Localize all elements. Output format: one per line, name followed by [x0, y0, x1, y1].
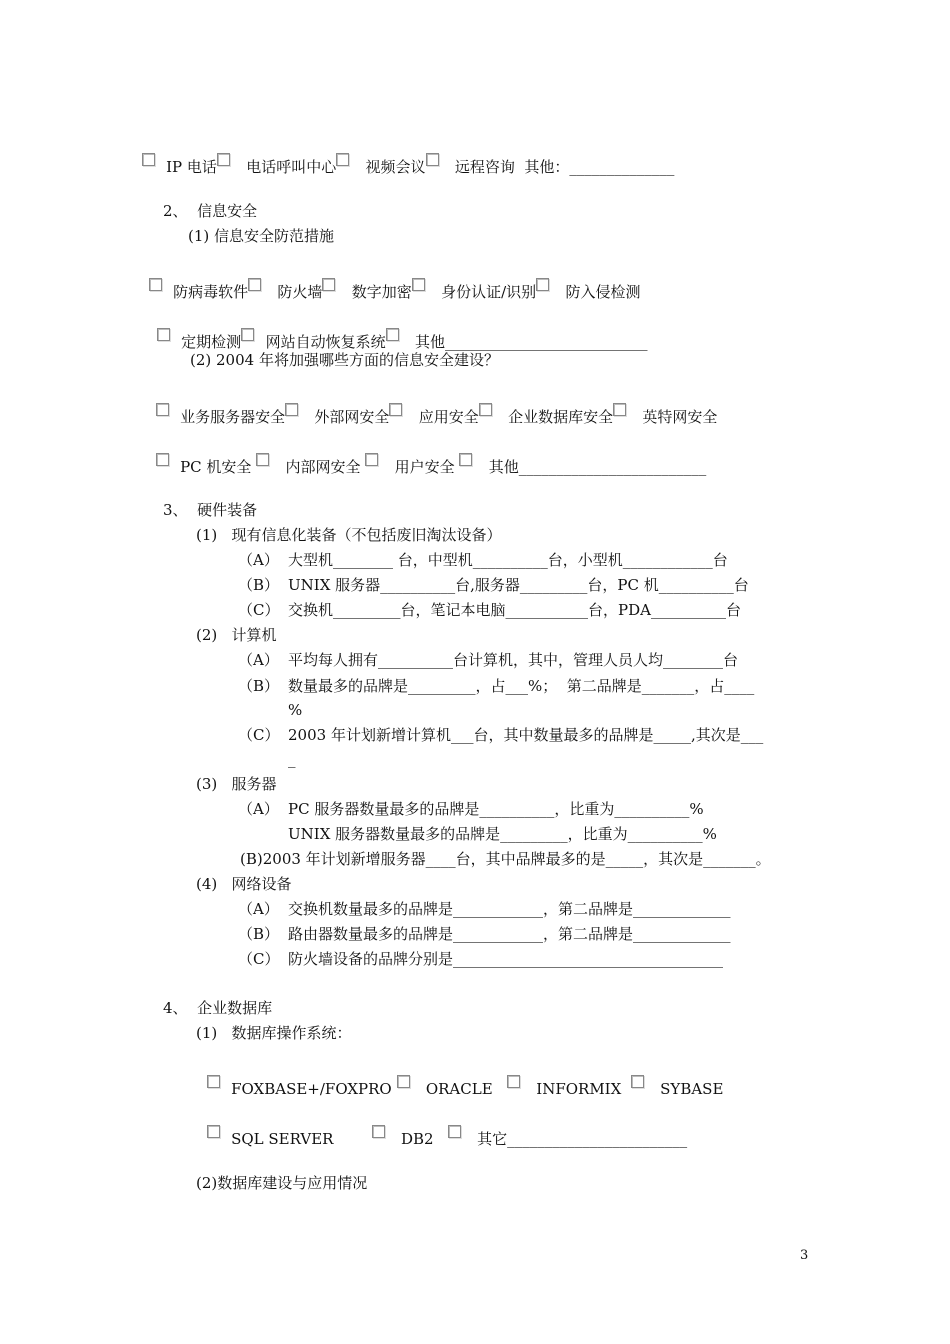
label-a: （A）: [238, 551, 279, 569]
q3-1-line-a: [238, 550, 279, 570]
checkbox-antivirus[interactable]: [149, 278, 162, 291]
q3-3-line-a2-text[interactable]: UNIX 服务器数量最多的品牌是_________，比重为__________%: [288, 825, 717, 843]
checkbox-db2[interactable]: [372, 1125, 385, 1138]
checkbox-video-conference[interactable]: [336, 153, 349, 166]
q3-2-line-c-text[interactable]: 2003 年计划新增计算机___台，其中数量最多的品牌是_____,其次是___: [288, 726, 764, 744]
checkbox-app-security[interactable]: [389, 403, 402, 416]
option-db2[interactable]: DB2: [400, 1130, 434, 1148]
option-oracle[interactable]: ORACLE: [425, 1080, 493, 1098]
q3-3-line-b-text[interactable]: (B)2003 年计划新增服务器____台，其中品牌最多的是_____，其次是_______。: [240, 850, 771, 868]
q3-3-line-a: （A）: [238, 800, 279, 818]
checkbox-authentication[interactable]: [412, 278, 425, 291]
checkbox-site-recovery[interactable]: [241, 328, 254, 341]
q3-2-line-a-text[interactable]: 平均每人拥有__________台计算机，其中，管理人员人均________台: [288, 651, 739, 669]
page-number: 3: [800, 1248, 809, 1263]
option-external-net[interactable]: 外部网安全: [314, 408, 390, 426]
checkbox-informix[interactable]: [507, 1075, 520, 1088]
option-intrusion-detection[interactable]: 防入侵检测: [565, 283, 641, 301]
checkbox-other-db[interactable]: [448, 1125, 461, 1138]
option-authentication[interactable]: 身份认证/识别: [441, 283, 537, 301]
label-c: （C）: [238, 601, 280, 619]
q3-2-line-c: （C）: [238, 726, 280, 744]
checkbox-call-center[interactable]: [217, 153, 230, 166]
option-encryption[interactable]: 数字加密: [351, 283, 412, 301]
option-periodic-check[interactable]: 定期检测: [181, 333, 242, 351]
security-plan-row-2: [146, 433, 706, 477]
db-os-row-2: [197, 1105, 687, 1149]
checkbox-pc-security[interactable]: [156, 453, 169, 466]
question-3-1: (1) 现有信息化装备（不包括废旧淘汰设备）: [196, 526, 502, 544]
question-2-2: (2) 2004 年将加强哪些方面的信息安全建设？: [190, 351, 499, 369]
q3-4-line-b: （B）: [238, 925, 280, 943]
option-ip-phone[interactable]: IP 电话: [166, 158, 217, 176]
question-4-1: (1) 数据库操作系统：: [196, 1024, 352, 1042]
option-sql-server[interactable]: SQL SERVER: [231, 1130, 334, 1148]
q3-4-line-b-text[interactable]: 路由器数量最多的品牌是____________，第二品牌是_____________: [288, 925, 731, 943]
question-3-4: (4) 网络设备: [196, 875, 292, 893]
q3-3-line-a-text[interactable]: PC 服务器数量最多的品牌是__________，比重为__________%: [288, 800, 704, 818]
checkbox-encryption[interactable]: [322, 278, 335, 291]
option-other-field[interactable]: 其他：______________: [524, 158, 675, 176]
security-plan-row-1: [146, 383, 717, 427]
q3-4-line-a: （A）: [238, 900, 279, 918]
option-antivirus[interactable]: 防病毒软件: [173, 283, 249, 301]
label-b: （B）: [238, 576, 280, 594]
q3-2-line-b-wrap: %: [288, 701, 303, 719]
q3-2-line-b-text[interactable]: 数量最多的品牌是_________，占___%； 第二品牌是_______，占____: [288, 677, 755, 695]
comm-options-row: [132, 133, 674, 177]
option-pc-security[interactable]: PC 机安全: [180, 458, 252, 476]
q3-2-line-c-wrap: _: [288, 750, 296, 768]
option-internal-net[interactable]: 内部网安全: [285, 458, 361, 476]
checkbox-intrusion-detection[interactable]: [536, 278, 549, 291]
checkbox-sql-server[interactable]: [207, 1125, 220, 1138]
checkbox-ip-phone[interactable]: [142, 153, 155, 166]
option-call-center[interactable]: 电话呼叫中心: [246, 158, 337, 176]
option-business-server[interactable]: 业务服务器安全: [180, 408, 286, 426]
q3-1-line-c-text[interactable]: 交换机_________台，笔记本电脑___________台，PDA__________台: [288, 601, 741, 619]
checkbox-other-plan[interactable]: [459, 453, 472, 466]
checkbox-user-security[interactable]: [365, 453, 378, 466]
q3-2-line-b: （B）: [238, 677, 280, 695]
option-remote-consult[interactable]: 远程咨询: [454, 158, 515, 176]
db-os-row-1: [197, 1055, 723, 1099]
question-2-1: (1) 信息安全防范措施: [188, 227, 335, 245]
section-3-heading: 3、 硬件装备: [163, 501, 258, 519]
checkbox-db-security[interactable]: [479, 403, 492, 416]
option-internet-security[interactable]: 英特网安全: [642, 408, 718, 426]
security-measures-row-2: [147, 308, 648, 352]
checkbox-remote-consult[interactable]: [426, 153, 439, 166]
option-other-plan[interactable]: 其他_________________________: [488, 458, 707, 476]
q3-1-line-a-text[interactable]: 大型机________ 台，中型机__________台，小型机____________台: [288, 551, 728, 569]
checkbox-foxbase[interactable]: [207, 1075, 220, 1088]
checkbox-periodic-check[interactable]: [157, 328, 170, 341]
q3-4-line-c: （C）: [238, 950, 280, 968]
section-2-heading: 2、 信息安全: [163, 202, 258, 220]
q3-1-line-c: [238, 600, 279, 620]
question-3-3: (3) 服务器: [196, 775, 277, 793]
checkbox-oracle[interactable]: [397, 1075, 410, 1088]
option-firewall[interactable]: 防火墙: [277, 283, 323, 301]
option-foxbase[interactable]: FOXBASE+/FOXPRO: [231, 1080, 392, 1098]
option-sybase[interactable]: SYBASE: [660, 1080, 724, 1098]
checkbox-external-net[interactable]: [285, 403, 298, 416]
option-other-measure[interactable]: 其他___________________________: [414, 333, 648, 351]
option-site-recovery[interactable]: 网站自动恢复系统: [265, 333, 386, 351]
section-4-heading: 4、 企业数据库: [163, 999, 273, 1017]
option-video-conference[interactable]: 视频会议: [365, 158, 426, 176]
checkbox-internal-net[interactable]: [256, 453, 269, 466]
checkbox-firewall[interactable]: [248, 278, 261, 291]
q3-4-line-a-text[interactable]: 交换机数量最多的品牌是____________，第二品牌是_____________: [288, 900, 731, 918]
checkbox-business-server[interactable]: [156, 403, 169, 416]
q3-2-line-a: （A）: [238, 651, 279, 669]
option-informix[interactable]: INFORMIX: [536, 1080, 622, 1098]
checkbox-sybase[interactable]: [631, 1075, 644, 1088]
question-4-2: (2)数据库建设与应用情况: [196, 1174, 368, 1192]
option-other-db[interactable]: 其它________________________: [477, 1130, 688, 1148]
checkbox-other-measure[interactable]: [386, 328, 399, 341]
option-db-security[interactable]: 企业数据库安全: [508, 408, 614, 426]
q3-4-line-c-text[interactable]: 防火墙设备的品牌分别是____________________________________: [288, 950, 724, 968]
checkbox-internet-security[interactable]: [613, 403, 626, 416]
option-user-security[interactable]: 用户安全: [394, 458, 455, 476]
q3-1-line-b-text[interactable]: UNIX 服务器__________台,服务器_________台，PC 机__________台: [288, 576, 749, 594]
security-measures-row-1: [139, 258, 640, 302]
q3-1-line-b: [238, 575, 279, 595]
question-3-2: (2) 计算机: [196, 626, 277, 644]
option-app-security[interactable]: 应用安全: [418, 408, 479, 426]
